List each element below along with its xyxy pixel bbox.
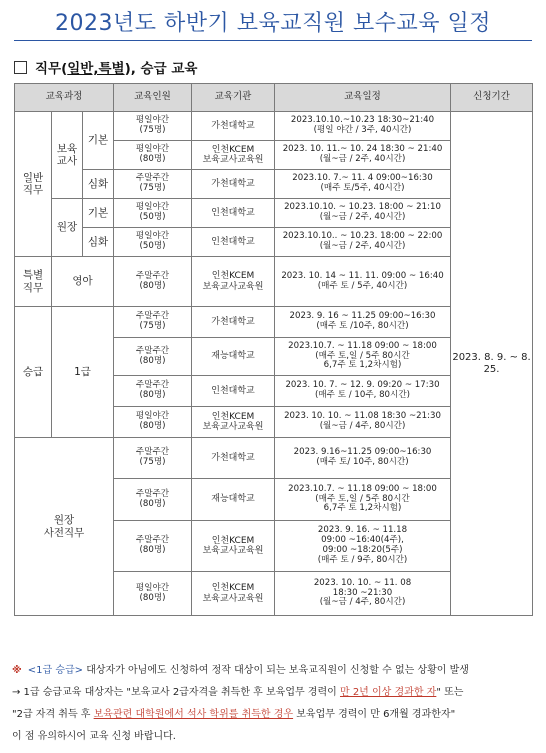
note-emphasis: 만 2년 이상 경과한 자	[339, 687, 437, 698]
institution-cell: 재능대학교	[192, 479, 275, 521]
institution-cell: 재능대학교	[192, 338, 275, 376]
people-cell: 주말주간 (80명)	[114, 521, 192, 572]
people-cell: 평일야간 (80명)	[114, 141, 192, 170]
schedule-cell: 2023.10.10.. ~ 10.23. 18:00 ~ 22:00 (월~금 / 2주, 40시간)	[275, 228, 451, 257]
group-general: 일반 직무	[15, 112, 52, 257]
checkbox-icon	[14, 61, 27, 74]
group-grade1: 1급	[52, 307, 114, 438]
note-emphasis: 보육관련 대학원에서 석사 학위를 취득한 경우	[93, 709, 294, 720]
page-title: 2023년도 하반기 보육교직원 보수교육 일정	[55, 11, 491, 36]
group-advanced: 심화	[83, 228, 114, 257]
note-text: → 1급 승급교육 대상자는 "보육교사 2급자격을 취득한 후 보육업무 경력이	[12, 687, 340, 698]
schedule-cell: 2023.10. 7.~ 11. 4 09:00~16:30 (매주 토/5주, 40시간)	[275, 170, 451, 199]
people-cell: 평일야간 (80명)	[114, 572, 192, 616]
institution-cell: 인천대학교	[192, 199, 275, 228]
col-header: 교육인원	[114, 84, 192, 112]
group-basic: 기본	[83, 112, 114, 170]
col-header: 교육과정	[15, 84, 114, 112]
notes	[12, 660, 536, 748]
group-promotion: 승급	[15, 307, 52, 438]
note-line-2	[12, 682, 536, 704]
people-cell: 평일야간 (80명)	[114, 407, 192, 438]
schedule-cell: 2023. 10. 10. ~ 11. 08 18:30 ~21:30 (월~금 / 4주, 80시간)	[275, 572, 451, 616]
note-text: "2급 자격 취득 후	[12, 709, 94, 720]
institution-cell: 인천KCEM 보육교사교육원	[192, 572, 275, 616]
people-cell: 주말주간 (75명)	[114, 438, 192, 479]
group-teacher: 보육 교사	[52, 112, 83, 199]
section-suffix: ), 승급 교육	[124, 61, 198, 77]
people-cell: 주말주간 (80명)	[114, 479, 192, 521]
section-heading	[14, 57, 197, 77]
col-header: 신청기간	[451, 84, 533, 112]
note-text: 이 점 유의하시어 교육 신청 바랍니다.	[12, 731, 176, 742]
section-underlined: 일반,특별	[67, 61, 125, 77]
group-advanced: 심화	[83, 170, 114, 199]
note-highlight: <1급 승급>	[27, 665, 84, 676]
note-text: 대상자가 아님에도 신청하여 정작 대상이 되는 보육교직원이 신청할 수 없는 상황이 발생	[83, 665, 469, 676]
institution-cell: 인천KCEM 보육교사교육원	[192, 257, 275, 307]
institution-cell: 인천대학교	[192, 376, 275, 407]
institution-cell: 가천대학교	[192, 170, 275, 199]
group-special: 특별 직무	[15, 257, 52, 307]
schedule-cell: 2023.10.7. ~ 11.18 09:00 ~ 18:00 (매주 토,일 / 5주 80시간 6,7주 토 1,2차시험)	[275, 479, 451, 521]
note-line-3	[12, 704, 536, 726]
apply-period: 2023. 8. 9. ~ 8. 25.	[451, 112, 533, 616]
institution-cell: 가천대학교	[192, 112, 275, 141]
group-infant: 영아	[52, 257, 114, 307]
schedule-cell: 2023.10.10. ~ 10.23. 18:00 ~ 21:10 (월~금 / 2주, 40시간)	[275, 199, 451, 228]
title-divider	[14, 40, 532, 41]
people-cell: 평일야간 (75명)	[114, 112, 192, 141]
institution-cell: 인천대학교	[192, 228, 275, 257]
schedule-cell: 2023. 10. 14 ~ 11. 11. 09:00 ~ 16:40 (매주 토 / 5주, 40시간)	[275, 257, 451, 307]
section-prefix: 직무(	[35, 61, 68, 77]
schedule-cell: 2023. 9. 16 ~ 11.25 09:00~16:30 (매주 토 /10주, 80시간)	[275, 307, 451, 338]
institution-cell: 가천대학교	[192, 438, 275, 479]
institution-cell: 인천KCEM 보육교사교육원	[192, 141, 275, 170]
schedule-cell: 2023.10.10.~10.23 18:30~21:40 (평일 야간 / 3주, 40시간)	[275, 112, 451, 141]
people-cell: 주말주간 (80명)	[114, 338, 192, 376]
people-cell: 주말주간 (75명)	[114, 307, 192, 338]
group-basic: 기본	[83, 199, 114, 228]
schedule-cell: 2023. 10. 11.~ 10. 24 18:30 ~ 21:40 (월~금 / 2주, 40시간)	[275, 141, 451, 170]
schedule-cell: 2023. 9.16~11.25 09:00~16:30 (매주 토/ 10주, 80시간)	[275, 438, 451, 479]
schedule-cell: 2023. 10. 7. ~ 12. 9. 09:20 ~ 17:30 (매주 토 / 10주, 80시간)	[275, 376, 451, 407]
table-row	[15, 112, 533, 141]
note-line-4	[12, 726, 536, 748]
people-cell: 평일야간 (50명)	[114, 199, 192, 228]
schedule-table	[14, 83, 533, 616]
header-row	[15, 84, 533, 112]
institution-cell: 인천KCEM 보육교사교육원	[192, 407, 275, 438]
institution-cell: 인천KCEM 보육교사교육원	[192, 521, 275, 572]
group-pre-director: 원장 사전직무	[15, 438, 114, 616]
note-line-1	[12, 660, 536, 682]
schedule-cell: 2023. 9. 16. ~ 11.18 09:00 ~16:40(4주), 09:00 ~18:20(5주) (매주 토 / 9주, 80시간)	[275, 521, 451, 572]
group-director: 원장	[52, 199, 83, 257]
note-mark: ※	[12, 665, 22, 676]
col-header: 교육일정	[275, 84, 451, 112]
institution-cell: 가천대학교	[192, 307, 275, 338]
schedule-cell: 2023.10.7. ~ 11.18 09:00 ~ 18:00 (매주 토,일 / 5주 80시간 6,7주 토 1,2차시험)	[275, 338, 451, 376]
people-cell: 주말주간 (80명)	[114, 376, 192, 407]
people-cell: 주말주간 (75명)	[114, 170, 192, 199]
people-cell: 주말주간 (80명)	[114, 257, 192, 307]
people-cell: 평일야간 (50명)	[114, 228, 192, 257]
note-text: " 또는	[436, 687, 464, 698]
col-header: 교육기관	[192, 84, 275, 112]
schedule-cell: 2023. 10. 10. ~ 11.08 18:30 ~21:30 (월~금 / 4주, 80시간)	[275, 407, 451, 438]
note-text: 보육업무 경력이 만 6개월 경과한자"	[293, 709, 456, 720]
